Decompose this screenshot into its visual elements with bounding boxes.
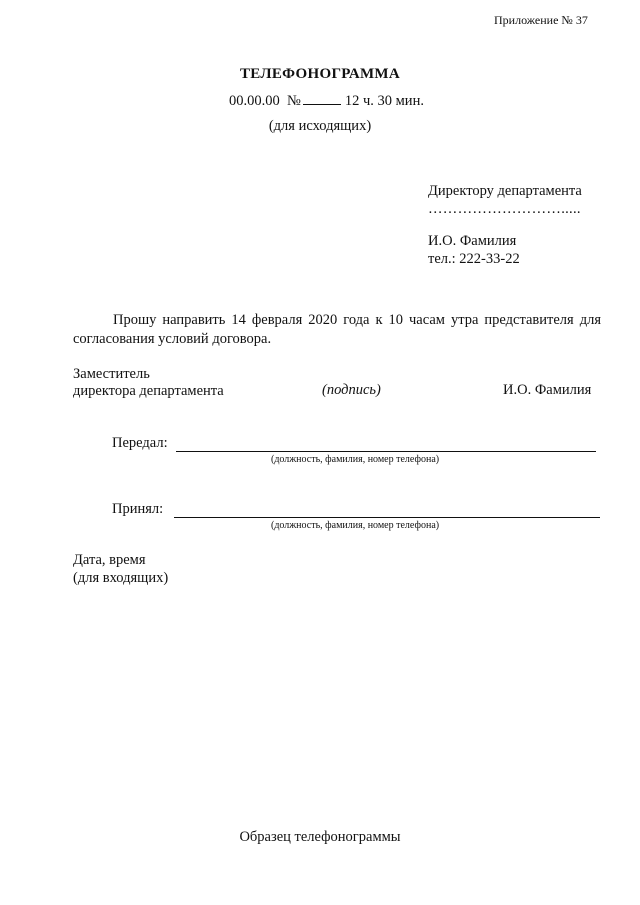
header-number-sign: №	[287, 93, 301, 109]
received-underline	[174, 517, 600, 518]
footer-caption: Образец телефонограммы	[239, 829, 401, 845]
received-label: Принял:	[112, 501, 164, 517]
signer-role-line1: Заместитель	[73, 366, 150, 382]
number-blank	[303, 93, 341, 105]
sent-hint: (должность, фамилия, номер телефона)	[271, 454, 440, 465]
recipient-position: Директору департамента	[428, 183, 582, 199]
recipient-dots: ……………………….....	[428, 201, 581, 217]
recipient-phone: тел.: 222-33-22	[428, 251, 520, 267]
recipient-block	[428, 182, 582, 268]
signer-role-line2: директора департамента	[73, 383, 224, 399]
incoming-block	[73, 551, 168, 587]
incoming-line2: (для входящих)	[73, 570, 169, 586]
header-date: 00.00.00	[229, 93, 280, 109]
received-hint: (должность, фамилия, номер телефона)	[271, 520, 440, 531]
incoming-line1: Дата, время	[73, 552, 146, 568]
appendix-label: Приложение № 37	[494, 13, 588, 27]
signer-role	[73, 366, 224, 400]
message-body: Прошу направить 14 февраля 2020 года к 10 часам утра представителя для согласования условий договора.	[73, 312, 601, 347]
document-subtitle: (для исходящих)	[268, 118, 372, 134]
header-time: 12 ч. 30 мин.	[344, 93, 424, 109]
signer-name: И.О. Фамилия	[503, 382, 592, 398]
sent-label: Передал:	[112, 435, 168, 451]
signature-placeholder: (подпись)	[322, 382, 381, 398]
recipient-name: И.О. Фамилия	[428, 233, 517, 249]
sent-underline	[176, 451, 596, 452]
document-title: ТЕЛЕФОНОГРАММА	[239, 66, 401, 82]
header-line	[229, 93, 424, 110]
